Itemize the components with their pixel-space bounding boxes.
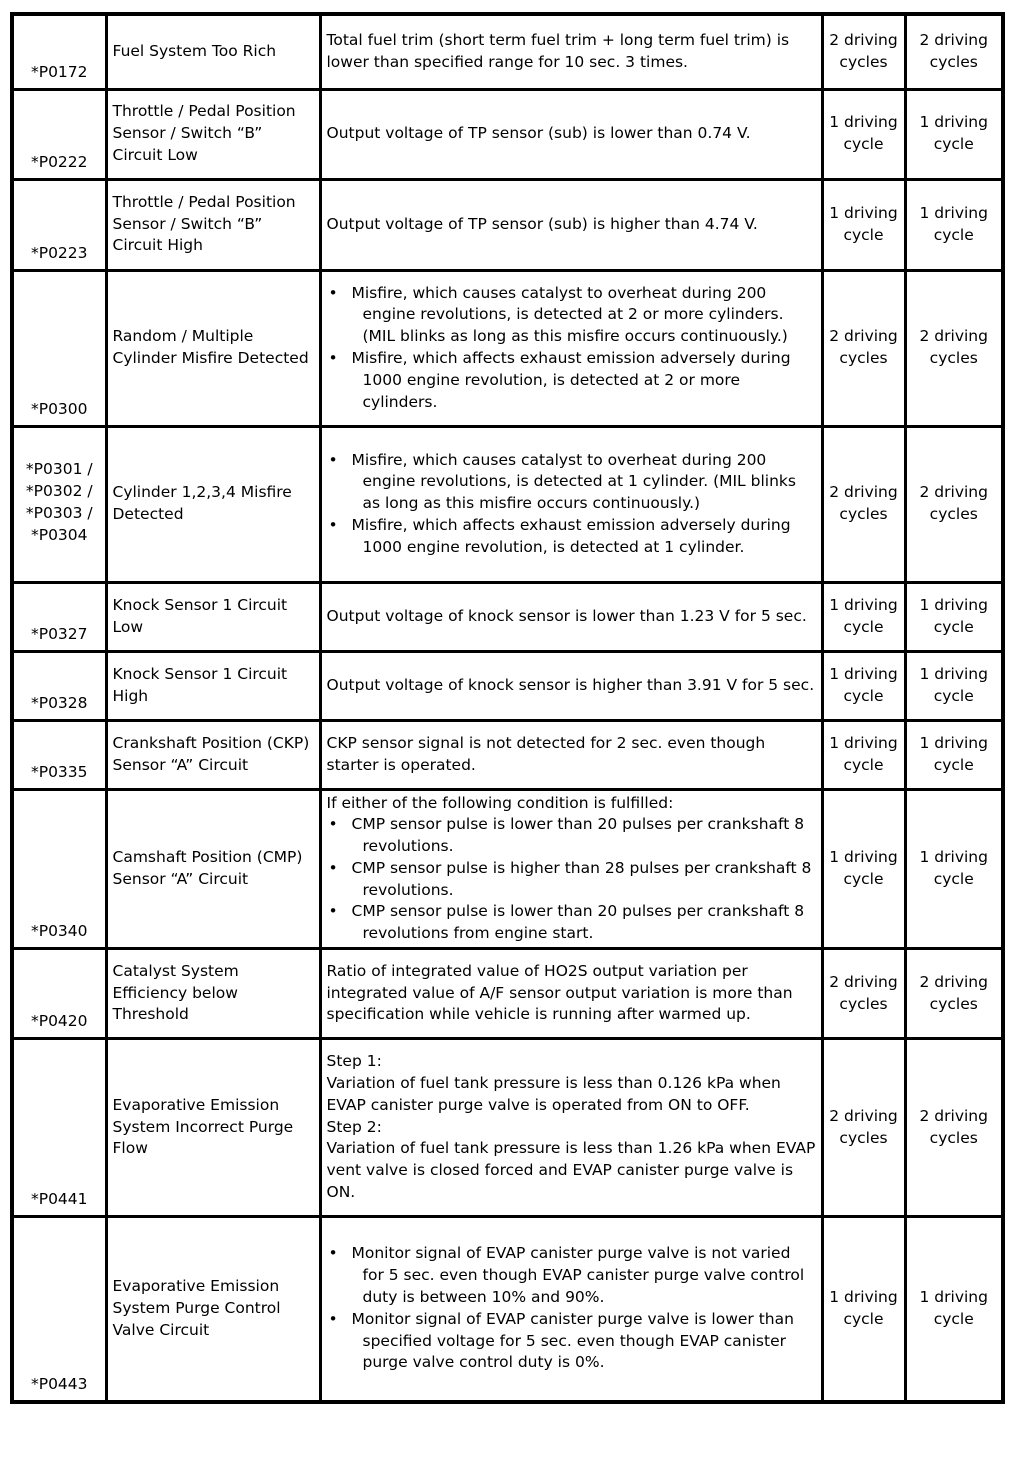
- dtc-cycles: 1 driving cycle: [905, 179, 1003, 270]
- dtc-cycles: 2 driving cycles: [905, 426, 1003, 582]
- dtc-cycles: 2 driving cycles: [905, 949, 1003, 1039]
- dtc-cycles: 2 driving cycles: [905, 1039, 1003, 1217]
- mil-cycles: 1 driving cycle: [822, 582, 905, 651]
- bullet-icon: •: [328, 858, 338, 877]
- table-row: [12, 89, 1003, 179]
- bullet-icon: •: [328, 902, 338, 921]
- detection-condition: [320, 426, 822, 582]
- condition-text: Step 2:: [326, 1117, 382, 1136]
- condition-text: Misfire, which affects exhaust emission adversely during 1000 engine revolution, is detected at 2 or more cylinders.: [351, 349, 791, 411]
- dtc-name: Catalyst System Efficiency below Threshold: [106, 949, 320, 1039]
- mil-cycles: 2 driving cycles: [822, 270, 905, 426]
- condition-text: Output voltage of TP sensor (sub) is higher than 4.74 V.: [326, 214, 758, 233]
- condition-bullet: [327, 348, 816, 413]
- detection-condition: [320, 270, 822, 426]
- mil-cycles: 1 driving cycle: [822, 89, 905, 179]
- dtc-cycles: 1 driving cycle: [905, 1217, 1003, 1402]
- table-row: [12, 1217, 1003, 1402]
- mil-cycles: 1 driving cycle: [822, 720, 905, 789]
- dtc-cycles: 1 driving cycle: [905, 89, 1003, 179]
- mil-cycles: 1 driving cycle: [822, 1217, 905, 1402]
- bullet-icon: •: [328, 349, 338, 367]
- dtc-table-body: [12, 14, 1003, 1402]
- condition-text: CKP sensor signal is not detected for 2 sec. even though starter is operated.: [326, 733, 766, 774]
- dtc-code: *P0335: [12, 720, 106, 789]
- condition-text: Step 1:: [326, 1052, 382, 1071]
- condition-bullet: [327, 901, 816, 945]
- dtc-cycles: 1 driving cycle: [905, 720, 1003, 789]
- dtc-code: *P0301 / *P0302 / *P0303 / *P0304: [12, 426, 106, 582]
- condition-text: Ratio of integrated value of HO2S output variation per integrated value of A/F sensor output variation is more than specification while vehicle is running after warmed up.: [326, 961, 793, 1024]
- bullet-icon: •: [328, 515, 338, 534]
- dtc-code: *P0223: [12, 179, 106, 270]
- detection-condition: [320, 582, 822, 651]
- dtc-code: *P0340: [12, 789, 106, 949]
- table-row: [12, 582, 1003, 651]
- dtc-code: *P0172: [12, 14, 106, 89]
- condition-bullet: [327, 283, 816, 348]
- condition-text: CMP sensor pulse is higher than 28 pulses per crankshaft 8 revolutions.: [351, 858, 812, 899]
- table-row: [12, 179, 1003, 270]
- table-row: [12, 426, 1003, 582]
- table-row: [12, 651, 1003, 720]
- dtc-name: Camshaft Position (CMP) Sensor “A” Circuit: [106, 789, 320, 949]
- dtc-name: Fuel System Too Rich: [106, 14, 320, 89]
- dtc-name: Evaporative Emission System Incorrect Purge Flow: [106, 1039, 320, 1217]
- condition-text: If either of the following condition is fulfilled:: [326, 793, 674, 812]
- table-row: [12, 14, 1003, 89]
- dtc-table: [10, 12, 1005, 1404]
- table-row: [12, 789, 1003, 949]
- dtc-cycles: 2 driving cycles: [905, 270, 1003, 426]
- bullet-icon: •: [328, 815, 338, 834]
- dtc-name: Random / Multiple Cylinder Misfire Detected: [106, 270, 320, 426]
- condition-text: Monitor signal of EVAP canister purge valve is not varied for 5 sec. even though EVAP canister purge valve control duty is between 10% and 90%.: [351, 1244, 805, 1307]
- dtc-name: Knock Sensor 1 Circuit Low: [106, 582, 320, 651]
- bullet-icon: •: [328, 450, 338, 469]
- condition-bullet: [327, 515, 816, 559]
- dtc-cycles: 1 driving cycle: [905, 789, 1003, 949]
- mil-cycles: 1 driving cycle: [822, 179, 905, 270]
- dtc-cycles: 2 driving cycles: [905, 14, 1003, 89]
- table-row: [12, 1039, 1003, 1217]
- dtc-name: Crankshaft Position (CKP) Sensor “A” Circuit: [106, 720, 320, 789]
- dtc-code: *P0327: [12, 582, 106, 651]
- table-row: [12, 270, 1003, 426]
- condition-text: Output voltage of knock sensor is lower than 1.23 V for 5 sec.: [326, 606, 807, 625]
- dtc-code: *P0222: [12, 89, 106, 179]
- bullet-icon: •: [328, 1309, 338, 1328]
- dtc-code: *P0300: [12, 270, 106, 426]
- dtc-code: *P0443: [12, 1217, 106, 1402]
- dtc-name: Throttle / Pedal Position Sensor / Switch “B” Circuit High: [106, 179, 320, 270]
- mil-cycles: 1 driving cycle: [822, 651, 905, 720]
- condition-bullet: [327, 450, 816, 515]
- mil-cycles: 2 driving cycles: [822, 1039, 905, 1217]
- condition-text: CMP sensor pulse is lower than 20 pulses per crankshaft 8 revolutions from engine start.: [351, 902, 805, 943]
- detection-condition: [320, 789, 822, 949]
- mil-cycles: 2 driving cycles: [822, 14, 905, 89]
- detection-condition: [320, 1217, 822, 1402]
- dtc-cycles: 1 driving cycle: [905, 582, 1003, 651]
- mil-cycles: 2 driving cycles: [822, 426, 905, 582]
- condition-text: Variation of fuel tank pressure is less than 0.126 kPa when EVAP canister purge valve is operated from ON to OFF.: [326, 1074, 781, 1114]
- dtc-name: Throttle / Pedal Position Sensor / Switch “B” Circuit Low: [106, 89, 320, 179]
- table-row: [12, 949, 1003, 1039]
- detection-condition: [320, 949, 822, 1039]
- condition-bullet: [327, 1309, 816, 1374]
- detection-condition: [320, 89, 822, 179]
- dtc-name: Knock Sensor 1 Circuit High: [106, 651, 320, 720]
- dtc-name: Cylinder 1,2,3,4 Misfire Detected: [106, 426, 320, 582]
- dtc-cycles: 1 driving cycle: [905, 651, 1003, 720]
- condition-text: Monitor signal of EVAP canister purge valve is lower than specified voltage for 5 sec. even though EVAP canister purge valve control duty is 0%.: [351, 1309, 794, 1372]
- condition-text: Misfire, which causes catalyst to overheat during 200 engine revolutions, is detected at 1 cylinder. (MIL blinks as long as this misfire occurs continuously.): [351, 450, 796, 513]
- bullet-icon: •: [328, 1244, 338, 1263]
- detection-condition: [320, 651, 822, 720]
- condition-text: Misfire, which causes catalyst to overheat during 200 engine revolutions, is detected at 2 or more cylinders. (MIL blinks as long as this misfire occurs continuously.): [351, 283, 788, 346]
- detection-condition: [320, 14, 822, 89]
- detection-condition: [320, 1039, 822, 1217]
- bullet-icon: •: [328, 283, 338, 302]
- dtc-code: *P0420: [12, 949, 106, 1039]
- condition-bullet: [327, 1243, 816, 1308]
- condition-bullet: [327, 814, 816, 858]
- condition-text: CMP sensor pulse is lower than 20 pulses per crankshaft 8 revolutions.: [351, 815, 805, 856]
- dtc-name: Evaporative Emission System Purge Control Valve Circuit: [106, 1217, 320, 1402]
- condition-text: Variation of fuel tank pressure is less than 1.26 kPa when EVAP vent valve is closed forced and EVAP canister purge valve is ON.: [326, 1139, 816, 1202]
- condition-text: Output voltage of TP sensor (sub) is lower than 0.74 V.: [326, 124, 751, 143]
- condition-text: Output voltage of knock sensor is higher than 3.91 V for 5 sec.: [326, 675, 815, 694]
- condition-text: Misfire, which affects exhaust emission adversely during 1000 engine revolution, is detected at 1 cylinder.: [351, 515, 791, 556]
- table-row: [12, 720, 1003, 789]
- detection-condition: [320, 179, 822, 270]
- mil-cycles: 1 driving cycle: [822, 789, 905, 949]
- dtc-code: *P0328: [12, 651, 106, 720]
- detection-condition: [320, 720, 822, 789]
- condition-text: Total fuel trim (short term fuel trim + long term fuel trim) is lower than specified range for 10 sec. 3 times.: [326, 30, 790, 71]
- dtc-code: *P0441: [12, 1039, 106, 1217]
- mil-cycles: 2 driving cycles: [822, 949, 905, 1039]
- condition-bullet: [327, 858, 816, 902]
